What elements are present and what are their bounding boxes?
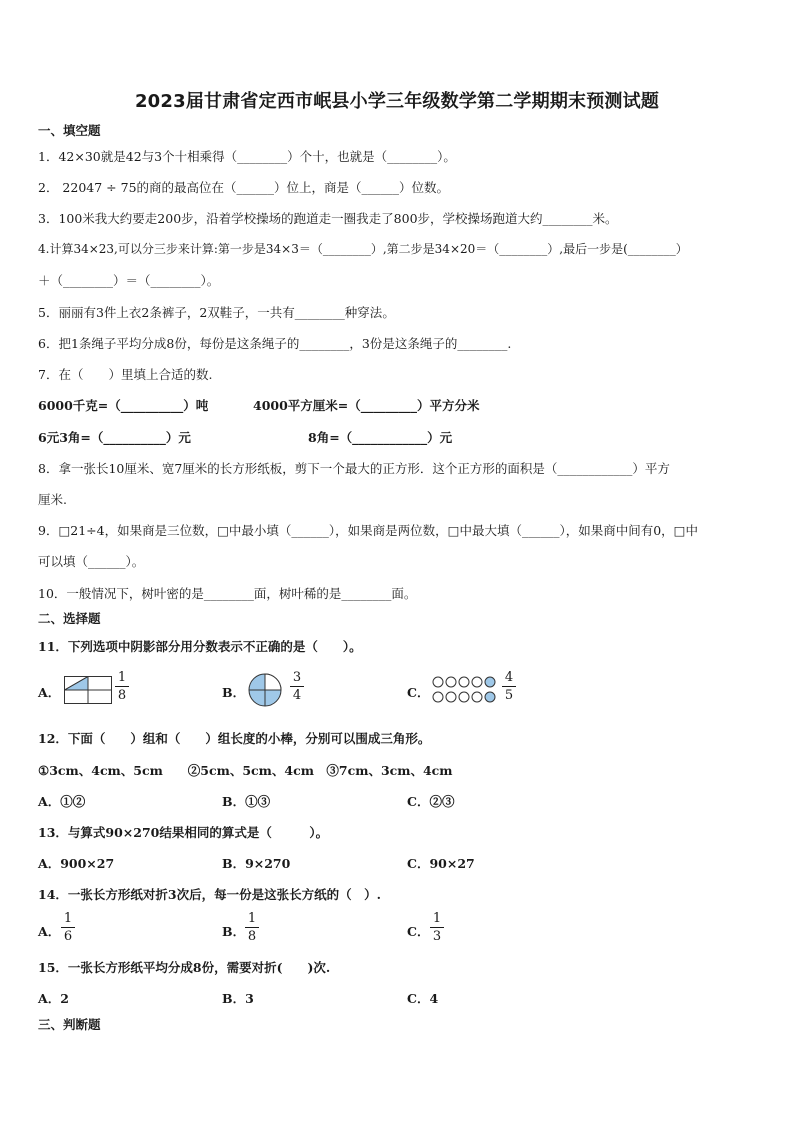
q11-option-b-label: B． [222, 685, 246, 700]
question-4-line1: 4.计算34×23,可以分三步来计算:第一步是34×3＝（________）,第二步是34×20＝（________）,最后一步是(________） [38, 242, 688, 256]
q14-option-b-fraction [245, 912, 259, 943]
fraction-denominator: 5 [504, 688, 514, 703]
question-12-sticks: ①3cm、4cm、5cm ②5cm、5cm、4cm ③7cm、3cm、4cm [38, 763, 453, 778]
q11-option-a-fraction [115, 671, 129, 702]
q11-option-b-fraction [290, 671, 304, 702]
question-8-line2: 厘米. [38, 492, 67, 507]
question-14: 14．一张长方形纸对折3次后，每一份是这张长方纸的（ ）. [38, 887, 381, 902]
question-9-line1: 9．□21÷4，如果商是三位数，□中最小填（______），如果商是两位数，□中最大填（______），如果商中间有0，□中 [38, 523, 698, 538]
question-7-blank-c: 6元3角=（__________）元 [38, 430, 191, 445]
question-2: 2． 22047 ÷ 75的商的最高位在（______）位上，商是（______）位数。 [38, 180, 450, 195]
question-8-line1: 8．拿一张长10厘米、宽7厘米的长方形纸板，剪下一个最大的正方形．这个正方形的面积是（____________）平方 [38, 461, 670, 476]
question-13: 13．与算式90×270结果相同的算式是（ ）。 [38, 825, 329, 840]
question-7: 7．在（ ）里填上合适的数. [38, 367, 213, 382]
question-9-line2: 可以填（______）。 [38, 554, 145, 569]
q15-option-a: A．2 [38, 991, 69, 1006]
question-1: 1．42×30就是42与3个十相乘得（________）个十，也就是（________）。 [38, 149, 456, 164]
fraction-bar [245, 927, 259, 928]
question-7-blank-d: 8角=（____________）元 [308, 430, 453, 445]
fraction-denominator: 6 [63, 929, 73, 944]
q14-option-b-label: B． [222, 924, 246, 939]
section-multiple-choice: 二、选择题 [38, 611, 101, 626]
question-5: 5．丽丽有3件上衣2条裤子，2双鞋子，一共有________种穿法。 [38, 305, 395, 320]
q12-option-c: C．②③ [407, 794, 455, 809]
fraction-bar [115, 686, 129, 687]
section-true-false: 三、判断题 [38, 1017, 101, 1032]
question-11: 11．下列选项中阴影部分用分数表示不正确的是（ ）。 [38, 639, 362, 654]
q11-option-a-label: A． [38, 685, 61, 700]
q13-option-c: C．90×27 [407, 856, 475, 871]
page-title: 2023届甘肃省定西市岷县小学三年级数学第二学期期末预测试题 [134, 91, 660, 112]
question-3: 3．100米我大约要走200步，沿着学校操场的跑道走一圈我走了800步，学校操场跑道大约________米。 [38, 211, 618, 226]
question-7-blank-a: 6000千克=（__________）吨 [38, 398, 209, 413]
q11-option-c-fraction [502, 671, 516, 702]
q14-option-c-fraction [430, 912, 444, 943]
dots-grid-icon [432, 676, 498, 704]
fraction-bar [502, 686, 516, 687]
question-12: 12．下面（ ）组和（ ）组长度的小棒，分别可以围成三角形。 [38, 731, 431, 746]
fraction-denominator: 3 [432, 929, 442, 944]
q13-option-b: B．9×270 [222, 856, 291, 871]
q11-option-c-label: C． [407, 685, 430, 700]
question-7-blank-b: 4000平方厘米=（_________）平方分米 [253, 398, 480, 413]
q12-option-b: B．①③ [222, 794, 271, 809]
fraction-bar [290, 686, 304, 687]
question-6: 6．把1条绳子平均分成8份，每份是这条绳子的________，3份是这条绳子的________. [38, 336, 512, 351]
rectangle-diagram-icon [64, 676, 112, 704]
circle-quarters-icon [248, 673, 282, 707]
fraction-numerator: 4 [504, 670, 514, 685]
question-10: 10．一般情况下，树叶密的是________面，树叶稀的是________面。 [38, 586, 417, 601]
q15-option-b: B．3 [222, 991, 254, 1006]
fraction-denominator: 4 [292, 688, 302, 703]
q15-option-c: C．4 [407, 991, 439, 1006]
fraction-numerator: 3 [292, 670, 302, 685]
question-4-line2: ＋（________）＝（________）。 [38, 273, 220, 288]
fraction-numerator: 1 [63, 911, 73, 926]
q14-option-a-label: A． [38, 924, 61, 939]
fraction-numerator: 1 [432, 911, 442, 926]
fraction-denominator: 8 [117, 688, 127, 703]
fraction-denominator: 8 [247, 929, 257, 944]
question-15: 15．一张长方形纸平均分成8份，需要对折( )次. [38, 960, 331, 975]
q12-option-a: A．①② [38, 794, 86, 809]
q13-option-a: A．900×27 [38, 856, 115, 871]
q14-option-c-label: C． [407, 924, 430, 939]
q14-option-a-fraction [61, 912, 75, 943]
fraction-bar [430, 927, 444, 928]
fraction-numerator: 1 [247, 911, 257, 926]
section-fill-blank: 一、填空题 [38, 123, 101, 138]
fraction-bar [61, 927, 75, 928]
fraction-numerator: 1 [117, 670, 127, 685]
